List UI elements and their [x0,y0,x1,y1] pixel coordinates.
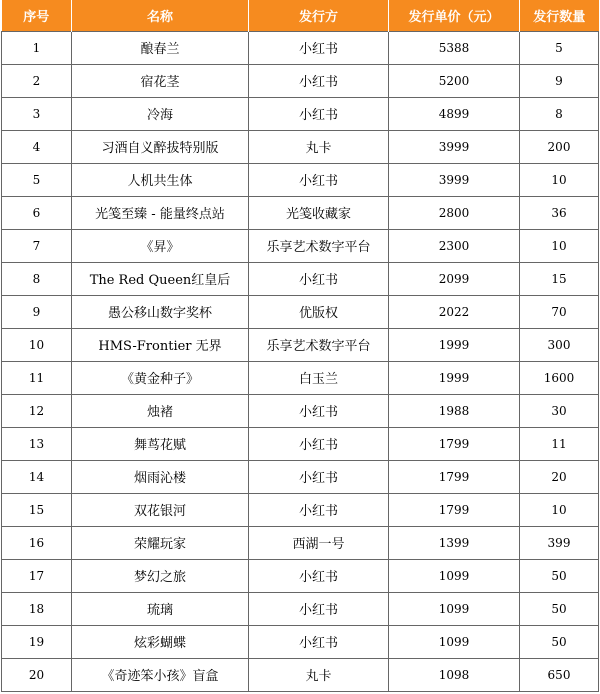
table-row [2,394,599,427]
cell-index: 6 [2,196,72,229]
table-row [2,328,599,361]
cell-issuer: 优版权 [249,295,389,328]
cell-quantity: 10 [520,493,599,526]
table-row [2,658,599,691]
cell-issuer: 小红书 [249,559,389,592]
table-row [2,592,599,625]
cell-issuer: 小红书 [249,460,389,493]
cell-quantity: 70 [520,295,599,328]
cell-quantity: 300 [520,328,599,361]
cell-price: 1099 [389,625,520,658]
cell-issuer: 乐享艺术数字平台 [249,229,389,262]
table-row [2,460,599,493]
cell-index: 5 [2,163,72,196]
cell-quantity: 30 [520,394,599,427]
cell-quantity: 5 [520,31,599,64]
cell-price: 1098 [389,658,520,691]
cell-index: 17 [2,559,72,592]
table-body [2,31,599,691]
cell-quantity: 8 [520,97,599,130]
cell-quantity: 20 [520,460,599,493]
cell-name: 《奇迹笨小孩》盲盒 [72,658,249,691]
cell-name: 冷海 [72,97,249,130]
cell-quantity: 10 [520,163,599,196]
table-row [2,361,599,394]
cell-price: 5388 [389,31,520,64]
table-row [2,493,599,526]
cell-price: 1799 [389,460,520,493]
cell-name: 烟雨沁楼 [72,460,249,493]
cell-name: 烛褚 [72,394,249,427]
cell-index: 9 [2,295,72,328]
cell-index: 12 [2,394,72,427]
cell-issuer: 小红书 [249,262,389,295]
cell-name: 酿春兰 [72,31,249,64]
table-row [2,427,599,460]
cell-issuer: 丸卡 [249,658,389,691]
table-row [2,262,599,295]
cell-name: 梦幻之旅 [72,559,249,592]
cell-price: 2300 [389,229,520,262]
cell-price: 4899 [389,97,520,130]
cell-price: 2099 [389,262,520,295]
table-row [2,229,599,262]
cell-price: 2022 [389,295,520,328]
cell-quantity: 50 [520,592,599,625]
table-row [2,64,599,97]
cell-name: 光笺至臻 - 能量终点站 [72,196,249,229]
cell-index: 15 [2,493,72,526]
cell-index: 20 [2,658,72,691]
cell-index: 16 [2,526,72,559]
table-row [2,295,599,328]
cell-quantity: 9 [520,64,599,97]
cell-issuer: 光笺收藏家 [249,196,389,229]
table-row [2,163,599,196]
cell-price: 2800 [389,196,520,229]
cell-issuer: 小红书 [249,592,389,625]
cell-issuer: 白玉兰 [249,361,389,394]
cell-issuer: 小红书 [249,493,389,526]
column-header-issuer: 发行方 [249,0,389,31]
cell-price: 1799 [389,427,520,460]
cell-index: 10 [2,328,72,361]
column-header-index: 序号 [2,0,72,31]
cell-issuer: 小红书 [249,394,389,427]
cell-index: 14 [2,460,72,493]
cell-index: 4 [2,130,72,163]
table-header [2,0,599,31]
cell-index: 8 [2,262,72,295]
cell-price: 1099 [389,559,520,592]
cell-index: 1 [2,31,72,64]
cell-issuer: 西湖一号 [249,526,389,559]
cell-quantity: 399 [520,526,599,559]
cell-index: 3 [2,97,72,130]
cell-price: 1399 [389,526,520,559]
table-row [2,526,599,559]
column-header-name: 名称 [72,0,249,31]
cell-index: 18 [2,592,72,625]
cell-name: 愚公移山数字奖杯 [72,295,249,328]
table-row [2,130,599,163]
cell-index: 11 [2,361,72,394]
cell-name: 宿花茎 [72,64,249,97]
table-row [2,196,599,229]
cell-issuer: 小红书 [249,31,389,64]
cell-issuer: 小红书 [249,625,389,658]
cell-quantity: 50 [520,559,599,592]
cell-quantity: 200 [520,130,599,163]
cell-price: 1799 [389,493,520,526]
cell-name: 炫彩蝴蝶 [72,625,249,658]
cell-issuer: 丸卡 [249,130,389,163]
cell-quantity: 650 [520,658,599,691]
cell-name: 舞茑花赋 [72,427,249,460]
table-row [2,559,599,592]
cell-index: 7 [2,229,72,262]
cell-issuer: 小红书 [249,427,389,460]
cell-price: 5200 [389,64,520,97]
column-header-quantity: 发行数量 [520,0,599,31]
cell-price: 3999 [389,163,520,196]
cell-index: 2 [2,64,72,97]
cell-price: 1988 [389,394,520,427]
cell-quantity: 10 [520,229,599,262]
cell-quantity: 11 [520,427,599,460]
cell-issuer: 小红书 [249,97,389,130]
table-row [2,625,599,658]
cell-name: 琉璃 [72,592,249,625]
cell-name: The Red Queen红皇后 [72,262,249,295]
issuance-table [1,0,599,692]
cell-name: 荣耀玩家 [72,526,249,559]
cell-index: 19 [2,625,72,658]
table-row [2,97,599,130]
cell-name: 习酒自义醉拔特别版 [72,130,249,163]
cell-index: 13 [2,427,72,460]
cell-issuer: 小红书 [249,64,389,97]
cell-price: 1099 [389,592,520,625]
cell-name: 《黄金种子》 [72,361,249,394]
cell-name: 人机共生体 [72,163,249,196]
cell-name: HMS-Frontier 无界 [72,328,249,361]
cell-quantity: 15 [520,262,599,295]
cell-issuer: 乐享艺术数字平台 [249,328,389,361]
cell-quantity: 1600 [520,361,599,394]
cell-issuer: 小红书 [249,163,389,196]
cell-name: 双花银河 [72,493,249,526]
header-row [2,0,599,31]
cell-name: 《昇》 [72,229,249,262]
cell-quantity: 36 [520,196,599,229]
table-row [2,31,599,64]
column-header-price: 发行单价（元） [389,0,520,31]
cell-price: 1999 [389,361,520,394]
cell-quantity: 50 [520,625,599,658]
cell-price: 3999 [389,130,520,163]
cell-price: 1999 [389,328,520,361]
